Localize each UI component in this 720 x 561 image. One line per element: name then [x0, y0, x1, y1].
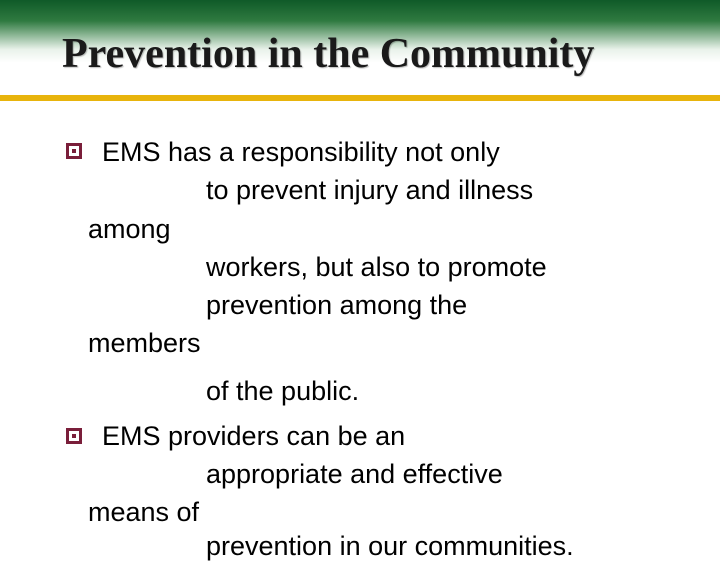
slide-title: Prevention in the Community [62, 31, 595, 77]
bullet-line: EMS providers can be an [102, 421, 406, 451]
square-bullet-icon [66, 143, 82, 159]
bullet-line: workers, but also to promote [206, 252, 547, 282]
bullet-line: appropriate and effective [206, 459, 503, 489]
bullet-line: to prevent injury and illness [206, 175, 534, 205]
bullet-line: members [88, 328, 201, 358]
square-bullet-icon [66, 428, 82, 444]
bullet-line: prevention in our communities. [206, 531, 574, 561]
title-underline [0, 95, 720, 101]
bullet-line: of the public. [206, 376, 360, 406]
bullet-line: EMS has a responsibility not only [102, 137, 500, 167]
bullet-line: among [88, 214, 171, 244]
bullet-line: means of [88, 497, 200, 527]
bullet-line: prevention among the [206, 290, 468, 320]
